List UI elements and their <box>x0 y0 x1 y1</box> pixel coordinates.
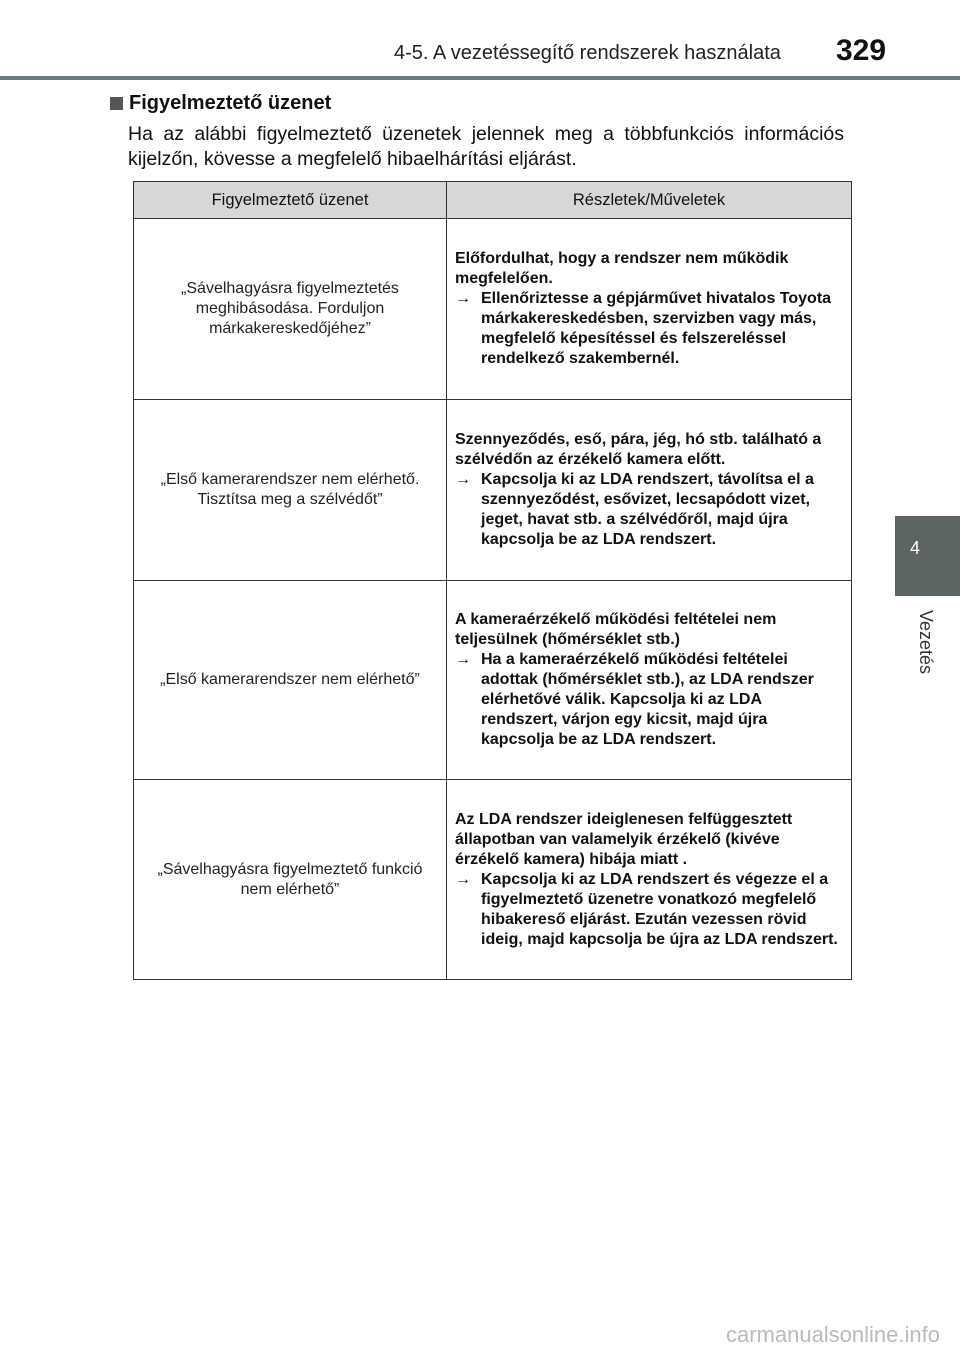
watermark-text: carmanualsonline.info <box>725 1322 940 1347</box>
action-text: Ha a kameraérzékelő működési feltételei adottak (hőmérséklet stb.), az LDA rendszer elérhetővé válik. Kapcsolja ki az LDA rendszert, várjon egy kicsit, majd újra kapcsolja be az LDA rendszert. <box>481 651 814 748</box>
chapter-tab-number: 4 <box>909 538 920 558</box>
details-cell <box>447 581 852 780</box>
action-text: Kapcsolja ki az LDA rendszert, távolítsa el a szennyeződést, esővizet, lecsapódott vizet, jeget, havat stb. a szélvédőről, majd újra kapcsolja be az LDA rendszert. <box>481 471 814 548</box>
section-heading <box>110 92 331 115</box>
intro-paragraph: Ha az alábbi figyelmeztető üzenetek jelennek meg a többfunkciós információs kijelzőn, kövesse a megfelelő hibaelhárítási eljárást. <box>128 123 844 170</box>
square-bullet-icon <box>110 97 123 110</box>
details-text: A kameraérzékelő működési feltételei nem teljesülnek (hőmérséklet stb.) <box>455 611 777 648</box>
action-text: Kapcsolja ki az LDA rendszert és végezze el a figyelmeztető üzenetre vonatkozó megfelelő hibakereső eljárást. Ezután vezessen rövid ideig, majd kapcsolja be újra az LDA rendszert. <box>481 870 838 948</box>
action-item <box>455 289 841 369</box>
warning-message-table <box>133 181 852 980</box>
header-rule <box>0 76 960 80</box>
warning-message-cell: „Sávelhagyásra figyelmeztető funkció nem elérhető” <box>134 780 447 980</box>
action-item <box>455 870 841 950</box>
column-header-message: Figyelmeztető üzenet <box>134 182 447 219</box>
warning-message-cell: „Sávelhagyásra figyelmeztetés meghibásodása. Forduljon márkakereskedőjéhez” <box>134 219 447 400</box>
table-row <box>134 780 852 980</box>
action-text: Ellenőriztesse a gépjárművet hivatalos Toyota márkakereskedésben, szervizben vagy más, megfelelő képesítéssel és felszereléssel rendelkező szakembernél. <box>481 290 832 367</box>
section-heading-text: Figyelmeztető üzenet <box>129 92 332 114</box>
page-number: 329 <box>836 34 887 67</box>
details-cell <box>447 780 852 980</box>
details-cell <box>447 219 852 400</box>
warning-message-cell: „Első kamerarendszer nem elérhető. Tisztítsa meg a szélvédőt” <box>134 400 447 581</box>
details-text: Szennyeződés, eső, pára, jég, hó stb. található a szélvédőn az érzékelő kamera előtt. <box>455 431 822 468</box>
column-header-details: Részletek/Műveletek <box>447 182 852 219</box>
arrow-right-icon: → <box>455 471 471 488</box>
table-row <box>134 219 852 400</box>
table-row <box>134 581 852 780</box>
arrow-right-icon: → <box>455 290 471 307</box>
action-item <box>455 470 841 550</box>
chapter-label: Vezetés <box>916 610 936 675</box>
details-text: Az LDA rendszer ideiglenesen felfüggesztett állapotban van valamelyik érzékelő (kivéve érzékelő kamera) hibája miatt . <box>455 810 793 868</box>
warning-message-cell: „Első kamerarendszer nem elérhető” <box>134 581 447 780</box>
table-row <box>134 400 852 581</box>
arrow-right-icon: → <box>455 870 471 888</box>
table-header-row <box>134 182 852 219</box>
details-text: Előfordulhat, hogy a rendszer nem működik megfelelően. <box>455 250 789 287</box>
action-item <box>455 650 841 750</box>
arrow-right-icon: → <box>455 651 471 668</box>
running-header-title: 4-5. A vezetéssegítő rendszerek használata <box>394 42 781 64</box>
details-cell <box>447 400 852 581</box>
